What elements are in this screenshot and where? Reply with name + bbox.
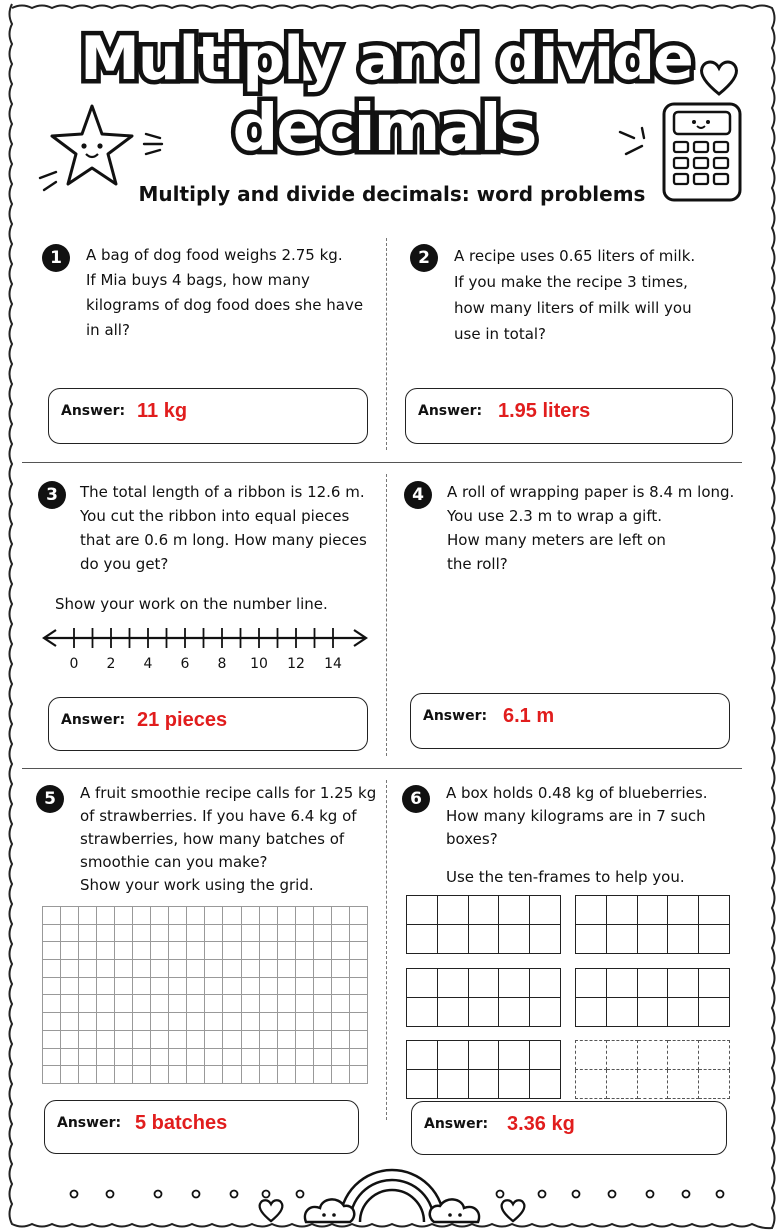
problem-hint-3: Show your work on the number line. xyxy=(55,595,328,613)
doodle-dot xyxy=(609,1191,616,1198)
problem-number-5: 5 xyxy=(36,785,64,813)
problem-text-1: A bag of dog food weighs 2.75 kg. If Mia buys 4 bags, how many kilograms of dog food does she have in all? xyxy=(86,246,364,339)
doodle-dot xyxy=(683,1191,690,1198)
answer-value-3: 21 pieces xyxy=(137,709,228,731)
answer-value-2: 1.95 liters xyxy=(498,400,591,422)
doodle-dot xyxy=(231,1191,238,1198)
problem-number-2: 2 xyxy=(410,244,438,272)
number-line-label: 2 xyxy=(106,656,116,672)
doodle-dot xyxy=(717,1191,724,1198)
page-title-line1: Multiply and divide xyxy=(80,24,692,94)
answer-value-4: 6.1 m xyxy=(503,705,555,727)
number-line xyxy=(40,622,370,656)
doodle-dots xyxy=(60,1184,740,1204)
problem-text-5: A fruit smoothie recipe calls for 1.25 kg of strawberries. If you have 6.4 kg of strawberries, how many batches of smoothie can you make? Show your work using the grid. xyxy=(80,784,377,894)
doodle-dot xyxy=(155,1191,162,1198)
doodle-dot xyxy=(573,1191,580,1198)
number-line-label: 0 xyxy=(69,656,79,672)
problem-text-6: A box holds 0.48 kg of blueberries. How many kilograms are in 7 such boxes? xyxy=(446,784,708,848)
answer-label: Answer: xyxy=(61,712,126,728)
work-grid[interactable] xyxy=(42,906,368,1084)
doodle-dot xyxy=(71,1191,78,1198)
ten-frame[interactable] xyxy=(575,1040,730,1099)
ten-frame[interactable] xyxy=(406,895,561,954)
ten-frame[interactable] xyxy=(575,895,730,954)
answer-label: Answer: xyxy=(424,1116,489,1132)
column-divider xyxy=(386,238,387,450)
answer-box-4[interactable] xyxy=(410,693,730,749)
number-line-label: 10 xyxy=(250,656,268,672)
doodle-dot xyxy=(107,1191,114,1198)
answer-value-1: 11 kg xyxy=(137,400,188,422)
answer-box-5[interactable] xyxy=(44,1100,359,1154)
problem-text-3: The total length of a ribbon is 12.6 m. You cut the ribbon into equal pieces that are 0.6 m long. How many pieces do you get? xyxy=(80,483,367,573)
ten-frame[interactable] xyxy=(575,968,730,1027)
page-title-line2: decimals xyxy=(232,92,536,166)
problem-hint-6: Use the ten-frames to help you. xyxy=(446,868,685,886)
column-divider xyxy=(386,474,387,756)
answer-label: Answer: xyxy=(61,403,126,419)
answer-label: Answer: xyxy=(57,1115,122,1131)
answer-value-5: 5 batches xyxy=(135,1112,228,1134)
answer-box-1[interactable] xyxy=(48,388,368,444)
problem-number-6: 6 xyxy=(402,785,430,813)
number-line-label: 6 xyxy=(180,656,190,672)
problem-number-3: 3 xyxy=(38,481,66,509)
number-line-label: 4 xyxy=(143,656,153,672)
answer-box-6[interactable] xyxy=(411,1101,727,1155)
answer-value-6: 3.36 kg xyxy=(507,1113,575,1135)
doodle-dot xyxy=(297,1191,304,1198)
column-divider xyxy=(386,780,387,1120)
number-line-label: 8 xyxy=(217,656,227,672)
problem-number-1: 1 xyxy=(42,244,70,272)
row-divider xyxy=(22,768,742,769)
answer-box-2[interactable] xyxy=(405,388,733,444)
doodle-dot xyxy=(539,1191,546,1198)
doodle-dot xyxy=(193,1191,200,1198)
ten-frame[interactable] xyxy=(406,968,561,1027)
doodle-dot xyxy=(647,1191,654,1198)
problem-number-4: 4 xyxy=(404,481,432,509)
answer-label: Answer: xyxy=(423,708,488,724)
doodle-dot xyxy=(497,1191,504,1198)
answer-box-3[interactable] xyxy=(48,697,368,751)
number-line-label: 12 xyxy=(287,656,305,672)
answer-label: Answer: xyxy=(418,403,483,419)
problem-text-2: A recipe uses 0.65 liters of milk. If you make the recipe 3 times, how many liters of milk will you use in total? xyxy=(454,247,696,343)
problem-text-4: A roll of wrapping paper is 8.4 m long. You use 2.3 m to wrap a gift. How many meters are left on the roll? xyxy=(447,483,735,573)
page-subtitle: Multiply and divide decimals: word problems xyxy=(138,182,646,206)
ten-frame[interactable] xyxy=(406,1040,561,1099)
row-divider xyxy=(22,462,742,463)
doodle-dot xyxy=(263,1191,270,1198)
number-line-label: 14 xyxy=(324,656,342,672)
